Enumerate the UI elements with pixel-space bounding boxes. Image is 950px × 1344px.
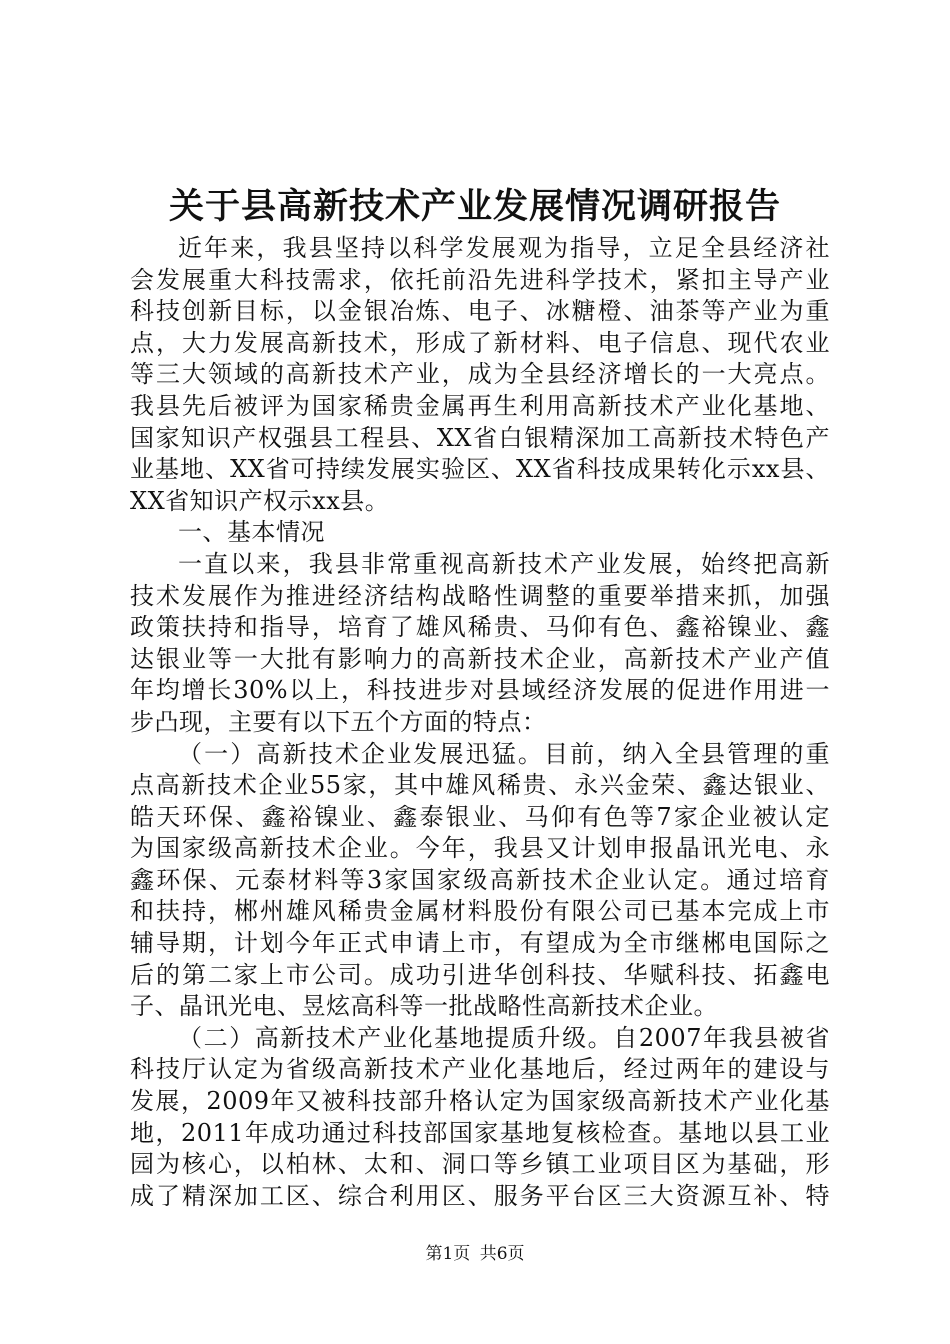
text-line: 地，2011年成功通过科技部国家基地复核检查。基地以县工业 xyxy=(130,1118,830,1147)
text-line: 子、晶讯光电、昱炫高科等一批战略性高新技术企业。 xyxy=(130,992,718,1021)
document-body xyxy=(130,233,830,1212)
text-line: 科技创新目标，以金银冶炼、电子、冰糖橙、油茶等产业为重 xyxy=(130,297,830,326)
text-line: 皓天环保、鑫裕镍业、鑫泰银业、马仰有色等7家企业被认定 xyxy=(130,802,830,831)
text-line: 和扶持，郴州雄风稀贵金属材料股份有限公司已基本完成上市 xyxy=(130,897,830,926)
text-line: 政策扶持和指导，培育了雄风稀贵、马仰有色、鑫裕镍业、鑫 xyxy=(130,613,830,642)
section-heading: 一、基本情况 xyxy=(178,518,325,547)
document-title: 关于县高新技术产业发展情况调研报告 xyxy=(168,186,781,227)
text-line: 园为核心，以柏林、太和、洞口等乡镇工业项目区为基础，形 xyxy=(130,1150,830,1179)
text-line: 国家知识产权强县工程县、XX省白银精深加工高新技术特色产 xyxy=(130,423,830,452)
text-line: 技术发展作为推进经济结构战略性调整的重要举措来抓，加强 xyxy=(130,581,830,610)
text-line: （一）高新技术企业发展迅猛。目前，纳入全县管理的重 xyxy=(178,739,830,768)
page-footer xyxy=(0,1242,950,1266)
text-line: 等三大领域的高新技术产业，成为全县经济增长的一大亮点。 xyxy=(130,360,830,389)
text-line: 发展，2009年又被科技部升格认定为国家级高新技术产业化基 xyxy=(130,1087,830,1116)
text-line: 我县先后被评为国家稀贵金属再生利用高新技术产业化基地、 xyxy=(130,391,830,420)
text-line: 业基地、XX省可持续发展实验区、XX省科技成果转化示xx县、 xyxy=(130,455,830,484)
text-line: 鑫环保、元泰材料等3家国家级高新技术企业认定。通过培育 xyxy=(130,865,830,894)
text-line: 点，大力发展高新技术，形成了新材料、电子信息、现代农业 xyxy=(130,328,830,357)
text-line: （二）高新技术产业化基地提质升级。自2007年我县被省 xyxy=(178,1023,830,1052)
text-line: 一直以来，我县非常重视高新技术产业发展，始终把高新 xyxy=(178,549,830,578)
text-line: 年均增长30%以上，科技进步对县域经济发展的促进作用进一 xyxy=(130,676,830,705)
text-line: 辅导期，计划今年正式申请上市，有望成为全市继郴电国际之 xyxy=(130,929,830,958)
text-line: 后的第二家上市公司。成功引进华创科技、华赋科技、拓鑫电 xyxy=(130,960,830,989)
text-line: 步凸现，主要有以下五个方面的特点： xyxy=(130,707,547,736)
text-line: 为国家级高新技术企业。今年，我县又计划申报晶讯光电、永 xyxy=(130,834,830,863)
text-line: 会发展重大科技需求，依托前沿先进科学技术，紧扣主导产业 xyxy=(130,265,830,294)
text-line: 达银业等一大批有影响力的高新技术企业，高新技术产业产值 xyxy=(130,644,830,673)
text-line: 成了精深加工区、综合利用区、服务平台区三大资源互补、特 xyxy=(130,1181,830,1210)
text-line: 科技厅认定为省级高新技术产业化基地后，经过两年的建设与 xyxy=(130,1055,830,1084)
total-pages: 共6页 xyxy=(479,1244,525,1264)
text-line: 近年来，我县坚持以科学发展观为指导，立足全县经济社 xyxy=(178,234,830,262)
text-line: XX省知识产权示xx县。 xyxy=(130,486,390,515)
text-line: 点高新技术企业55家，其中雄风稀贵、永兴金荣、鑫达银业、 xyxy=(130,771,830,800)
page-number: 第1页 xyxy=(425,1244,471,1264)
